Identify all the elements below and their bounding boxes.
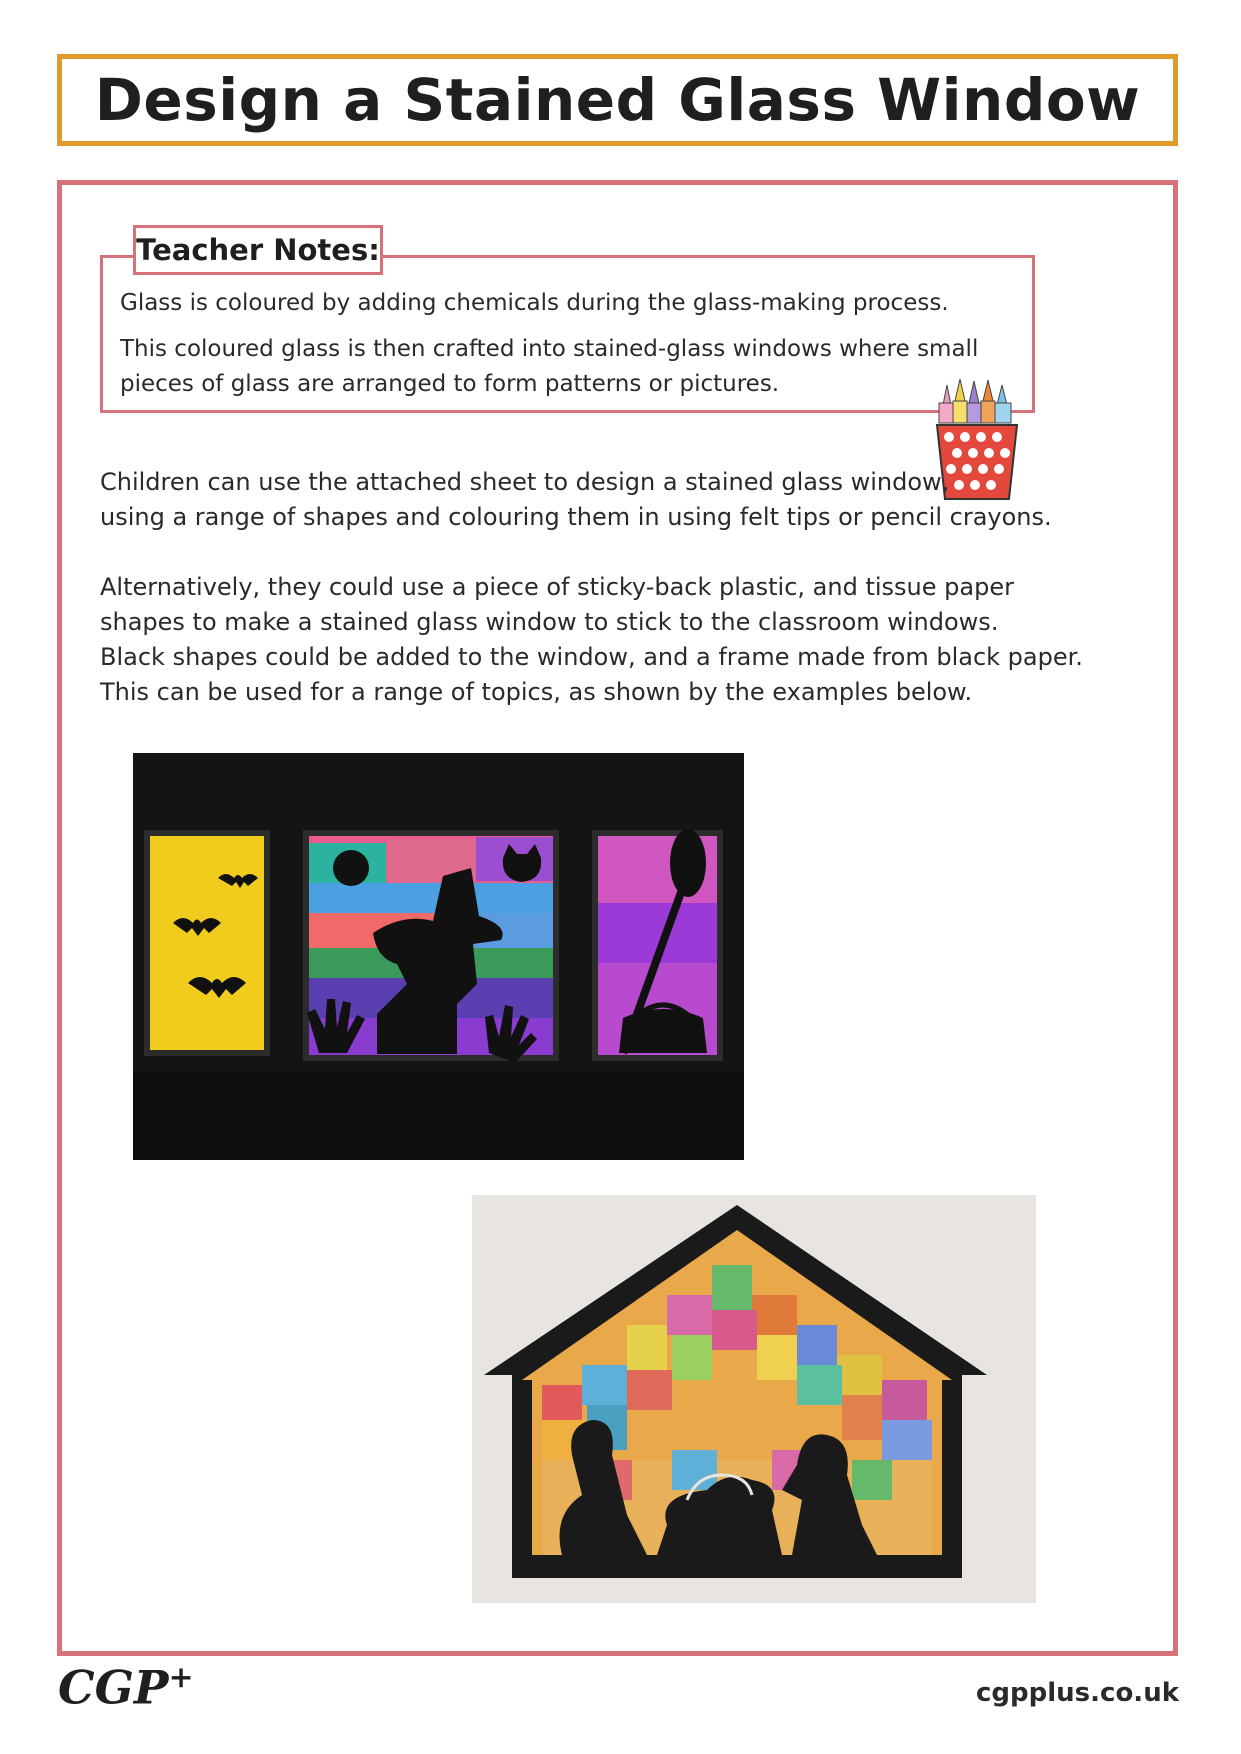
alt-line-2: shapes to make a stained glass window to stick to the classroom windows. bbox=[100, 608, 999, 636]
cgp-logo-text: CGP bbox=[58, 1660, 169, 1715]
cgp-logo-plus: + bbox=[168, 1660, 194, 1695]
footer-url[interactable]: cgpplus.co.uk bbox=[976, 1678, 1179, 1708]
intro-line-1: Children can use the attached sheet to design a stained glass window, bbox=[100, 468, 950, 496]
teacher-notes-line-1: Glass is coloured by adding chemicals during the glass-making process. bbox=[120, 290, 949, 316]
teacher-notes-line-3: pieces of glass are arranged to form patterns or pictures. bbox=[120, 371, 780, 397]
alt-line-3: Black shapes could be added to the window, and a frame made from black paper. bbox=[100, 643, 1083, 671]
intro-line-2: using a range of shapes and colouring them in using felt tips or pencil crayons. bbox=[100, 503, 1052, 531]
alt-line-4: This can be used for a range of topics, as shown by the examples below. bbox=[100, 678, 973, 706]
page-title: Design a Stained Glass Window bbox=[94, 66, 1141, 134]
teacher-notes-line-2: This coloured glass is then crafted into stained-glass windows where small bbox=[120, 336, 979, 362]
title-banner bbox=[57, 54, 1178, 146]
cgp-logo bbox=[58, 1660, 194, 1714]
nativity-window-photo bbox=[472, 1195, 1036, 1603]
halloween-window-photo bbox=[133, 753, 744, 1160]
teacher-notes-label: Teacher Notes: bbox=[133, 225, 383, 275]
alt-line-1: Alternatively, they could use a piece of sticky-back plastic, and tissue paper bbox=[100, 573, 1014, 601]
